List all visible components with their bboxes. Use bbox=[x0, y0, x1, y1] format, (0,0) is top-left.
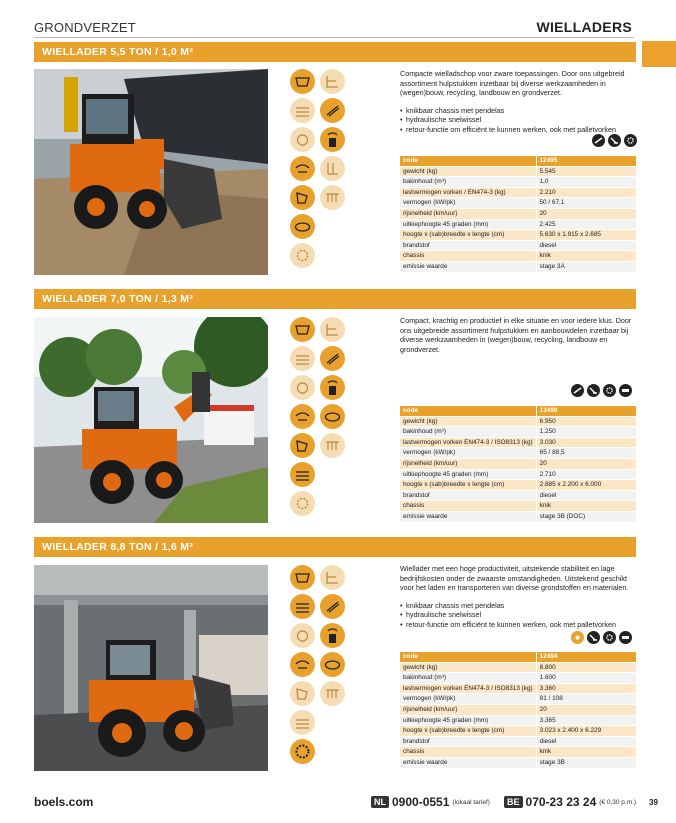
table-row: lastvermogen vorken / EN474-3 (kg) 2.210 bbox=[400, 187, 636, 198]
product-photo bbox=[34, 565, 268, 771]
spec-table bbox=[400, 652, 636, 769]
page-number: 39 bbox=[649, 798, 658, 807]
product-section bbox=[34, 42, 636, 287]
table-row: lastvermogen vorken EN474-3 / ISO8313 (kg) 3.360 bbox=[400, 683, 636, 694]
table-row: gewicht (kg) 6.950 bbox=[400, 416, 636, 427]
table-row: code 12495 bbox=[400, 156, 636, 166]
phone-be bbox=[504, 795, 636, 809]
road-icon bbox=[619, 384, 632, 397]
bale-clamp-icon bbox=[290, 127, 315, 152]
attachment-icons bbox=[290, 317, 350, 522]
table-row: bakinhoud (m³) 1.250 bbox=[400, 427, 636, 438]
bucket-icon bbox=[290, 69, 315, 94]
feature-list bbox=[400, 601, 636, 630]
bale-clamp-icon bbox=[290, 375, 315, 400]
drill-icon bbox=[592, 134, 605, 147]
fork-icon bbox=[320, 404, 345, 429]
table-row: uitkiephoogte 45 graden (mm) 2.425 bbox=[400, 219, 636, 230]
brush-icon bbox=[320, 346, 345, 371]
website-link[interactable]: boels.com bbox=[34, 795, 94, 809]
table-row: brandstof diesel bbox=[400, 240, 636, 251]
table-row: chassis knik bbox=[400, 501, 636, 512]
table-row: vermogen (kW/pk) 50 / 67,1 bbox=[400, 198, 636, 209]
grapple-icon bbox=[290, 156, 315, 181]
country-badge-nl: NL bbox=[371, 796, 389, 808]
table-row: vermogen (kW/pk) 65 / 88,5 bbox=[400, 448, 636, 459]
pallet-fork-icon bbox=[320, 565, 345, 590]
table-row: code 12494 bbox=[400, 652, 636, 662]
attachment-icons bbox=[290, 565, 350, 770]
fork-icon bbox=[320, 156, 345, 181]
category-label: GRONDVERZET bbox=[34, 20, 136, 35]
rake-icon bbox=[320, 185, 345, 210]
product-title-bar: WIELLADER 5,5 TON / 1,0 M³ bbox=[34, 42, 636, 62]
feature-item: • hydraulische snelwissel bbox=[400, 115, 636, 125]
phone-nl bbox=[371, 795, 490, 809]
table-row: uitkiephoogte 45 graden (mm) 3.365 bbox=[400, 715, 636, 726]
shovel-icon bbox=[587, 384, 600, 397]
road-icon bbox=[619, 631, 632, 644]
fork-icon bbox=[320, 652, 345, 677]
table-row: emissie waarde stage 3B (DOC) bbox=[400, 511, 636, 522]
description-text: Wiellader met een hoge productiviteit, uitstekende stabiliteit en lage bedrijfskosten onder de zwaarste omstandigheden. Uitstekend geschikt voor het laden en transporteren van diverse grondstoffen en materialen. bbox=[400, 564, 629, 593]
radio-control-icon bbox=[320, 623, 345, 648]
table-row: rijsnelheid (km/uur) 20 bbox=[400, 208, 636, 219]
feature-item: • hydraulische snelwissel bbox=[400, 610, 636, 620]
brush-icon bbox=[320, 98, 345, 123]
application-icons bbox=[571, 384, 632, 397]
table-row: gewicht (kg) 5.545 bbox=[400, 166, 636, 177]
bucket-icon bbox=[290, 317, 315, 342]
table-row: code 13499 bbox=[400, 406, 636, 416]
application-icons bbox=[592, 134, 637, 147]
gear-icon bbox=[603, 631, 616, 644]
shovel-icon bbox=[608, 134, 621, 147]
drum-icon bbox=[290, 462, 315, 487]
section-tab bbox=[642, 41, 676, 67]
sun-icon bbox=[571, 631, 584, 644]
country-badge-be: BE bbox=[504, 796, 523, 808]
product-photo bbox=[34, 317, 268, 523]
table-row: chassis knik bbox=[400, 747, 636, 758]
attachment-icons bbox=[290, 69, 350, 274]
table-row: bakinhoud (m³) 1,0 bbox=[400, 177, 636, 188]
table-row: hoogte x (sab)breedte x lengte (cm) 2.885 x 2.200 x 6.000 bbox=[400, 480, 636, 491]
table-row: vermogen (kW/pk) 81 / 108 bbox=[400, 694, 636, 705]
spec-table bbox=[400, 156, 636, 273]
gear-icon bbox=[603, 384, 616, 397]
table-row: brandstof diesel bbox=[400, 736, 636, 747]
rate-note-nl: (lokaal tarief) bbox=[452, 798, 490, 806]
rate-note-be: (€ 0,30 p.m.) bbox=[599, 798, 637, 806]
grapple-icon bbox=[290, 652, 315, 677]
table-row: emissie waarde stage 3B bbox=[400, 757, 636, 768]
pallet-fork-icon bbox=[320, 69, 345, 94]
sweeper-icon bbox=[290, 346, 315, 371]
radio-control-icon bbox=[320, 127, 345, 152]
table-row: bakinhoud (m³) 1.600 bbox=[400, 673, 636, 684]
table-row: emissie waarde stage 3A bbox=[400, 261, 636, 272]
phone-number-nl[interactable]: 0900-0551 bbox=[392, 795, 450, 809]
bucket-tilt-icon bbox=[290, 185, 315, 210]
product-photo bbox=[34, 69, 268, 275]
description-text: Compacte wielladschop voor zware toepassingen. Door ons uitgebreid assortiment hulpstukken inzetbaar bij diverse werkzaamheden in (wegen)bouw, recycling, landbouw en grondverzet. bbox=[400, 69, 625, 98]
gear-icon bbox=[624, 134, 637, 147]
wheel-icon bbox=[290, 491, 315, 516]
drum-icon bbox=[290, 710, 315, 735]
feature-item: • retour-functie om efficiënt te kunnen werken, ook met palletvorken bbox=[400, 620, 636, 630]
rake-icon bbox=[320, 433, 345, 458]
table-row: rijsnelheid (km/uur) 20 bbox=[400, 704, 636, 715]
table-row: gewicht (kg) 8.800 bbox=[400, 662, 636, 673]
spec-table bbox=[400, 406, 636, 523]
drum-icon bbox=[290, 214, 315, 239]
product-description bbox=[400, 69, 636, 135]
bucket-tilt-icon bbox=[290, 681, 315, 706]
grapple-icon bbox=[290, 404, 315, 429]
feature-list bbox=[400, 106, 636, 135]
feature-item: • knikbaar chassis met pendelas bbox=[400, 106, 636, 116]
description-text: Compact, krachtig en productief in elke situatie en voor iedere klus. Door ons uitgebreide assortiment hulpstukken en aanbouwdelen inzetbaar bij diverse werkzaamheden in (wegen)bouw, recycling, landbouw en grondverzet. bbox=[400, 316, 632, 354]
footer bbox=[34, 793, 674, 813]
shovel-icon bbox=[587, 631, 600, 644]
bucket-tilt-icon bbox=[290, 433, 315, 458]
sweeper-icon bbox=[290, 98, 315, 123]
bale-clamp-icon bbox=[290, 623, 315, 648]
product-description bbox=[400, 316, 636, 354]
pallet-fork-icon bbox=[320, 317, 345, 342]
wheel-icon bbox=[290, 739, 315, 764]
table-row: uitkiephoogte 45 graden (mm) 2.710 bbox=[400, 469, 636, 480]
table-row: rijsnelheid (km/uur) 20 bbox=[400, 458, 636, 469]
sweeper-icon bbox=[290, 594, 315, 619]
wheel-icon bbox=[290, 243, 315, 268]
feature-item: • retour-functie om efficiënt te kunnen werken, ook met palletvorken bbox=[400, 125, 636, 135]
table-row: lastvermogen vorken EN474-3 / ISO8313 (kg) 3.030 bbox=[400, 437, 636, 448]
table-row: brandstof diesel bbox=[400, 490, 636, 501]
product-title-bar: WIELLADER 8,8 TON / 1,6 M³ bbox=[34, 537, 636, 557]
phone-number-be[interactable]: 070-23 23 24 bbox=[525, 795, 597, 809]
table-row: chassis knik bbox=[400, 251, 636, 262]
drill-icon bbox=[571, 384, 584, 397]
feature-item: • knikbaar chassis met pendelas bbox=[400, 601, 636, 611]
brush-icon bbox=[320, 594, 345, 619]
rake-icon bbox=[320, 681, 345, 706]
table-row: hoogte x (sab)breedte x lengte (cm) 5.630 x 1.915 x 2.685 bbox=[400, 230, 636, 241]
product-title-bar: WIELLADER 7,0 TON / 1,3 M³ bbox=[34, 289, 636, 309]
radio-control-icon bbox=[320, 375, 345, 400]
table-row: hoogte x (sab)breedte x lengte (cm) 3.023 x 2.400 x 6.229 bbox=[400, 726, 636, 737]
product-section bbox=[34, 289, 636, 534]
page-title: WIELLADERS bbox=[536, 19, 632, 35]
application-icons bbox=[571, 631, 632, 644]
header-divider bbox=[34, 37, 634, 38]
bucket-icon bbox=[290, 565, 315, 590]
product-section bbox=[34, 537, 636, 777]
product-description bbox=[400, 564, 636, 630]
